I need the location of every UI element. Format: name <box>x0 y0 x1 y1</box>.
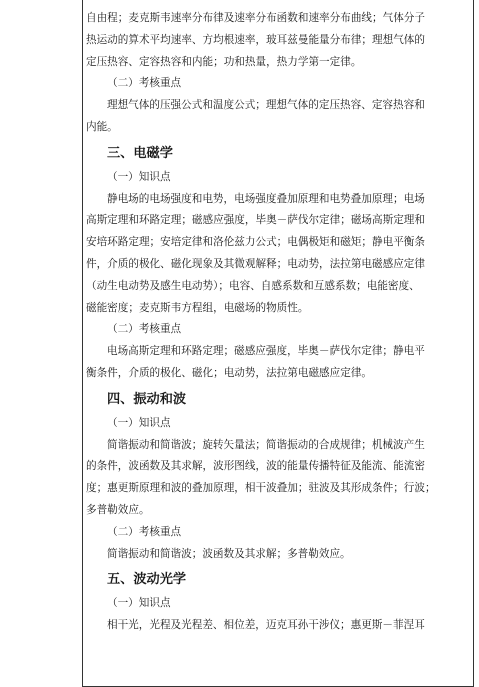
paragraph-line: 简谐振动和简谐波；波函数及其求解；多普勒效应。 <box>107 547 351 560</box>
subsection-label: （二）考核重点 <box>107 323 182 336</box>
paragraph-line: 相干光，光程及光程差、相位差，迈克耳孙干涉仪；惠更斯－菲涅耳 <box>107 619 425 632</box>
subsection-label: （二）考核重点 <box>107 77 182 90</box>
subsection-label: （一）知识点 <box>107 416 171 429</box>
paragraph-line: 多普勒效应。 <box>86 503 150 516</box>
subsection-label: （一）知识点 <box>107 597 171 610</box>
paragraph-line: 理想气体的压强公式和温度公式；理想气体的定压热容、定容热容和 <box>107 99 425 112</box>
document-body <box>86 8 468 637</box>
paragraph-line: 简谐振动和简谐波；旋转矢量法；简谐振动的合成规律；机械波产生 <box>107 438 425 451</box>
paragraph-line: 高斯定理和环路定理；磁感应强度，毕奥－萨伐尔定律；磁场高斯定理和 <box>86 214 425 227</box>
paragraph-line: 静电场的电场强度和电势，电场强度叠加原理和电势叠加原理；电场 <box>107 192 425 205</box>
right-border <box>473 0 474 687</box>
section-heading: 五、波动光学 <box>107 572 187 588</box>
paragraph-line: 磁能密度；麦克斯韦方程组，电磁场的物质性。 <box>86 301 309 314</box>
subsection-label: （一）知识点 <box>107 170 171 183</box>
left-border <box>82 0 83 687</box>
section-heading: 三、电磁学 <box>107 145 173 161</box>
paragraph-line: 内能。 <box>86 120 118 133</box>
paragraph-line: 安培环路定理；安培定律和洛伦兹力公式；电偶极矩和磁矩；静电平衡条 <box>86 236 425 249</box>
paragraph-line: 定压热容、定容热容和内能；功和热量，热力学第一定律。 <box>86 55 362 68</box>
paragraph-line: 电场高斯定理和环路定理；磁感应强度，毕奥－萨伐尔定律；静电平 <box>107 345 425 358</box>
paragraph-line: （动生电动势及感生电动势）；电容、自感系数和互感系数；电能密度、 <box>86 279 420 292</box>
paragraph-line: 的条件，波函数及其求解，波形图线，波的能量传播特征及能流、能流密 <box>86 460 425 473</box>
paragraph-line: 热运动的算术平均速率、方均根速率，玻耳兹曼能量分布律；理想气体的 <box>86 33 425 46</box>
section-heading: 四、振动和波 <box>107 391 187 407</box>
paragraph-line: 件，介质的极化、磁化现象及其微观解释；电动势，法拉第电磁感应定律 <box>86 257 425 270</box>
subsection-label: （二）考核重点 <box>107 525 182 538</box>
paragraph-line: 自由程；麦克斯韦速率分布律及速率分布函数和速率分布曲线；气体分子 <box>86 12 425 24</box>
paragraph-line: 衡条件，介质的极化、磁化；电动势，法拉第电磁感应定律。 <box>86 366 373 379</box>
paragraph-line: 度；惠更斯原理和波的叠加原理，相干波叠加；驻波及其形成条件；行波； <box>86 482 436 495</box>
